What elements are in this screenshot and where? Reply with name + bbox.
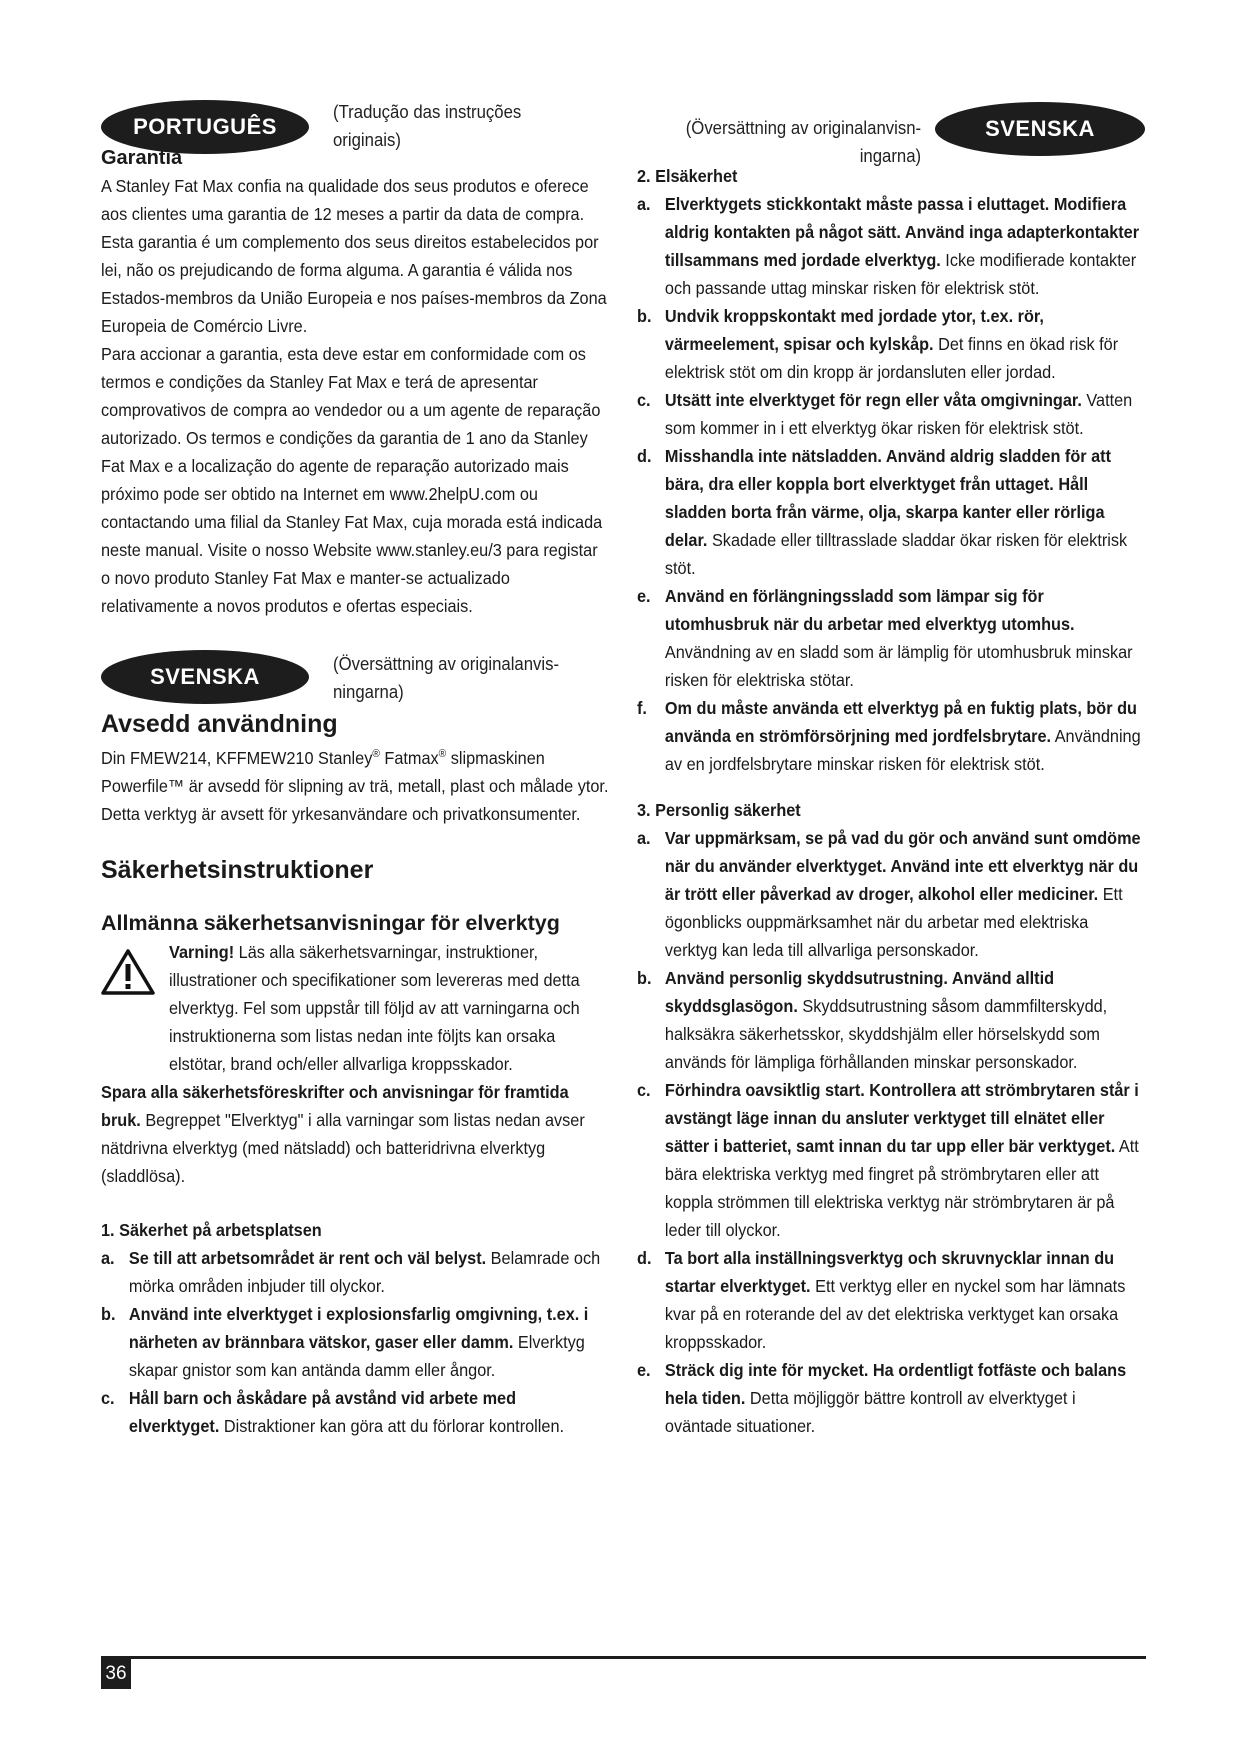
list-item: d. Misshandla inte nätsladden. Använd aldrig sladden för att bära, dra eller koppla bort elverktyget från uttaget. Håll sladden borta från värme, olja, skarpa kanter eller rörliga delar. Skadade eller tilltrasslade sladdar ökar risken för elektrisk stöt. [637,446,1128,578]
section-2 [637,162,1142,778]
language-badge-swedish: SVENSKA [935,102,1145,156]
swedish-header [101,650,613,706]
right-column [637,100,1145,1440]
list-item: b. Använd personlig skyddsutrustning. Använd alltid skyddsglasögon. Skyddsutrustning såsom dammfilterskydd, halksäkra säkerhetsskor, skyddshjälm eller hörselskydd som används för lämpliga förhållanden minskar personskador. [637,968,1108,1072]
warning-triangle-icon [101,938,169,1078]
garantia-paragraph: A Stanley Fat Max confia na qualidade dos seus produtos e oferece aos clientes uma garantia de 12 meses a partir da data de compra. Esta garantia é um complemento dos seus direitos estabelecidos por lei, não os prejudicando de forma alguma. A garantia é válida nos Estados-membros da União Europeia e nos países-membros da Zona Europeia de Comércio Livre. [101,176,607,336]
section-title-allmanna: Allmänna säkerhetsanvisningar för elverktyg [101,910,560,935]
section-3 [637,796,1142,1440]
page-number: 36 [101,1659,131,1689]
section-3-title: 3. Personlig säkerhet [637,800,801,820]
section-1 [101,1216,610,1440]
warning-block [101,938,613,1078]
left-column [101,100,613,1440]
list-item: f. Om du måste använda ett elverktyg på en fuktig plats, bör du använda en strömförsörjning med jordfelsbrytare. Användning av en jordfelsbrytare minskar risken för elektrisk stöt. [637,698,1141,774]
spara-paragraph: Spara alla säkerhetsföreskrifter och anvisningar för framtida bruk. Begreppet "Elverktyg" i alla varningar som listas nedan avser nätdrivna elverktyg (med nätsladd) och batteridrivna elverktyg (sladdlösa). [101,1081,585,1186]
language-badge-portuguese: PORTUGUÊS [101,100,309,154]
section-title-sakerhet: Säkerhetsinstruktioner [101,855,374,884]
list-item: a. Var uppmärksam, se på vad du gör och använd sunt omdöme när du använder elverktyget. Använd inte ett elverktyg när du är trött eller påverkad av droger, alkohol eller mediciner. Ett ögonblicks ouppmärksamhet när du arbetar med elektriska verktyg kan leda till allvarliga personskador. [637,828,1141,960]
section-1-title: 1. Säkerhet på arbetsplatsen [101,1219,322,1240]
list-item: b. Undvik kroppskontakt med jordade ytor, t.ex. rör, värmeelement, spisar och kylskåp. Det finns en ökad risk för elektrisk stöt om din kropp är jordansluten eller jordad. [637,306,1119,382]
swedish-header-right [637,100,1145,170]
translation-note: (Tradução das instruções originais) [333,102,522,150]
section-title-avsedd: Avsedd användning [101,710,338,738]
list-item: c. Håll barn och åskådare på avstånd vid arbete med elverktyget. Distraktioner kan göra att du förlorar kontrollen. [101,1387,565,1436]
list-item: e. Sträck dig inte för mycket. Ha ordentligt fotfäste och balans hela tiden. Detta möjliggör bättre kontroll av elverktyget i oväntade situationer. [637,1360,1127,1436]
translation-note: (Översättning av originalanvis- ningarna) [333,654,560,702]
list-item: c. Utsätt inte elverktyget för regn eller våta omgivningar. Vatten som kommer in i ett elverktyg ökar risken för elektrisk stöt. [637,390,1133,438]
list-item: b. Använd inte elverktyget i explosionsfarlig omgivning, t.ex. i närheten av brännbara vätskor, gaser eller damm. Elverktyg skapar gnistor som kan antända damm eller ångor. [101,1303,589,1380]
avsedd-paragraph: Din FMEW214, KFFMEW210 Stanley® Fatmax® slipmaskinen Powerfile™ är avsedd för slipning av trä, metall, plast och målade ytor. Detta verktyg är avsett för yrkesanvändare och privatkonsumenter. [101,747,609,824]
avsedd-body [101,740,610,828]
footer-rule [101,1656,1146,1659]
garantia-body [101,172,610,620]
list-item: c. Förhindra oavsiktlig start. Kontrollera att strömbrytaren står i avstängt läge innan du ansluter verktyget till elnätet eller sätter i batteriet, samt innan du tar upp eller bär verktyget. Att bära elektriska verktyg med fingret på strömbrytaren eller att koppla strömmen till elektriska verktyg när strömbrytaren är på leder till olyckor. [637,1080,1139,1240]
warning-text: Varning! Läs alla säkerhetsvarningar, instruktioner, illustrationer och specifikationer som levereras med detta elverktyg. Fel som uppstår till följd av att varningarna och instruktionerna som listas nedan inte följts kan orsaka elstötar, brand och/eller allvarliga kroppsskador. [169,941,580,1074]
translation-note: (Översättning av originalanvisn- ingarna) [685,118,921,166]
list-item: a. Se till att arbetsområdet är rent och väl belyst. Belamrade och mörka områden inbjuder till olyckor. [101,1247,601,1296]
list-item: e. Använd en förlängningssladd som lämpar sig för utomhusbruk när du arbetar med elverktyg utomhus. Användning av en sladd som är lämplig för utomhusbruk minskar risken för elektriska stötar. [637,586,1133,690]
section-2-title: 2. Elsäkerhet [637,166,738,186]
section-title-garantia: Garantia [101,147,183,169]
language-badge-swedish: SVENSKA [101,650,309,704]
list-item: d. Ta bort alla inställningsverktyg och skruvnycklar innan du startar elverktyget. Ett verktyg eller en nyckel som har lämnats kvar på en roterande del av det elektriska verktyget kan orsaka kroppsskador. [637,1248,1126,1352]
list-item: a. Elverktygets stickkontakt måste passa i eluttaget. Modifiera aldrig kontakten på något sätt. Använd inga adapterkontakter tillsammans med jordade elverktyg. Icke modifierade kontakter och passande uttag minskar risken för elektrisk stöt. [637,194,1140,298]
garantia-paragraph: Para accionar a garantia, esta deve estar em conformidade com os termos e condições da Stanley Fat Max e terá de apresentar comprovativos de compra ao vendedor ou a um agente de reparação autorizado. Os termos e condições da garantia de 1 ano da Stanley Fat Max e a localização do agente de reparação autorizado mais próximo pode ser obtido na Internet em www.2helpU.com ou contactando uma filial da Stanley Fat Max, cuja morada está indicada neste manual. Visite o nosso Website www.stanley.eu/3 para registar o novo produto Stanley Fat Max e manter-se actualizado relativamente a novos produtos e ofertas especiais. [101,344,603,616]
